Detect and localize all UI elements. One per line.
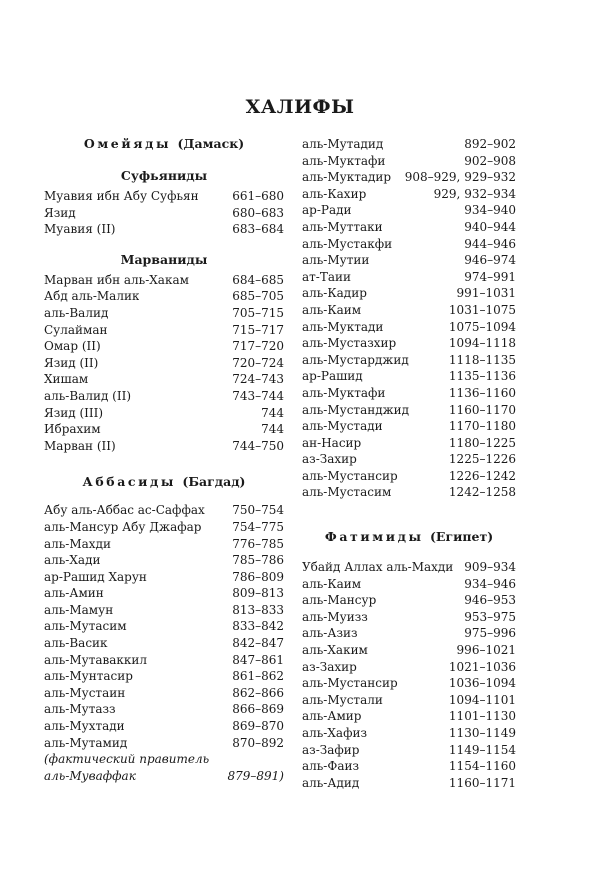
fatimids-list xyxy=(302,559,516,791)
ruler-row xyxy=(44,585,284,602)
sufyanids-heading: Суфьяниды xyxy=(120,168,208,183)
ruler-row xyxy=(302,236,516,253)
ruler-row xyxy=(44,618,284,635)
ruler-row xyxy=(44,768,284,785)
ruler-name: аль-Мухтади xyxy=(44,719,125,734)
ruler-row xyxy=(44,405,284,422)
ruler-years: 944–946 xyxy=(464,236,516,251)
ruler-years: 1225–1226 xyxy=(448,452,516,467)
ruler-name: аль-Мустаин xyxy=(44,685,126,700)
ruler-row xyxy=(44,552,284,569)
ruler-name: (фактический правитель xyxy=(44,752,210,767)
ruler-row xyxy=(44,388,284,405)
ruler-years: 974–991 xyxy=(464,269,516,284)
ruler-row xyxy=(302,468,516,485)
ruler-years: 1101–1130 xyxy=(448,709,516,724)
ruler-name: аль-Васик xyxy=(44,636,108,651)
ruler-name: аль-Мустади xyxy=(302,419,383,434)
ruler-row xyxy=(302,576,516,593)
ruler-name: аль-Адид xyxy=(302,775,360,790)
ruler-years: 953–975 xyxy=(464,609,516,624)
ruler-row xyxy=(44,221,284,238)
ruler-years: 1226–1242 xyxy=(448,468,516,483)
ruler-name: аль-Фаиз xyxy=(302,759,360,774)
abbasids-heading-name: Аббасиды xyxy=(82,474,177,490)
ruler-years: 862–866 xyxy=(232,685,284,700)
ruler-name: аль-Мунтасир xyxy=(44,669,133,684)
ruler-years: 940–944 xyxy=(464,219,516,234)
ruler-years: 902–908 xyxy=(464,153,516,168)
ruler-row xyxy=(302,559,516,576)
ruler-name: аль-Муктафи xyxy=(302,153,386,168)
ruler-years: 946–953 xyxy=(464,593,516,608)
ruler-row xyxy=(302,675,516,692)
ruler-row xyxy=(44,288,284,305)
ruler-years: 847–861 xyxy=(232,652,284,667)
ruler-years: 680–683 xyxy=(232,205,284,220)
ruler-years: 1170–1180 xyxy=(448,419,516,434)
ruler-name: аль-Амир xyxy=(302,709,362,724)
ruler-years: 776–785 xyxy=(232,536,284,551)
ruler-name: аль-Хади xyxy=(44,553,101,568)
ruler-row xyxy=(44,718,284,735)
ruler-row xyxy=(302,202,516,219)
ruler-row xyxy=(302,592,516,609)
fatimids-heading-place: (Египет) xyxy=(430,529,494,545)
ruler-name: аль-Мутамид xyxy=(44,735,128,750)
ruler-years: 744 xyxy=(261,422,284,437)
ruler-years: 1130–1149 xyxy=(448,726,516,740)
ruler-years: 934–946 xyxy=(464,576,516,591)
ruler-name: ан-Насир xyxy=(302,435,362,450)
ruler-name: аль-Валид xyxy=(44,305,109,320)
ruler-years: 683–684 xyxy=(232,222,284,237)
ruler-years: 750–754 xyxy=(232,503,284,518)
ruler-name: Убайд Аллах аль-Махди xyxy=(302,560,454,575)
ruler-years: 661–680 xyxy=(232,189,284,203)
ruler-years: 1160–1170 xyxy=(448,402,516,417)
ruler-name: аль-Мустансир xyxy=(302,676,398,691)
ruler-name: Абд аль-Малик xyxy=(44,289,140,304)
ruler-row xyxy=(44,272,284,289)
ruler-years: 786–809 xyxy=(232,569,284,584)
ruler-row xyxy=(44,751,284,768)
ruler-years: 892–902 xyxy=(464,137,516,151)
ruler-years: 866–869 xyxy=(232,702,284,717)
ruler-name: аль-Кадир xyxy=(302,286,367,301)
ruler-name: аль-Мутазз xyxy=(44,702,116,717)
ruler-name: аль-Хаким xyxy=(302,643,368,658)
fatimids-heading xyxy=(302,523,516,551)
ruler-row xyxy=(44,735,284,752)
ruler-name: Марван ибн аль-Хакам xyxy=(44,272,189,287)
ruler-years: 1094–1118 xyxy=(448,336,516,351)
ruler-name: аль-Азиз xyxy=(302,626,358,641)
ruler-name: ар-Ради xyxy=(302,203,352,218)
ruler-years: 934–940 xyxy=(464,203,516,218)
ruler-row xyxy=(302,302,516,319)
ruler-years: 1242–1258 xyxy=(448,485,516,500)
ruler-row xyxy=(302,335,516,352)
ruler-years: 1154–1160 xyxy=(448,759,516,774)
ruler-row xyxy=(44,438,284,455)
ruler-row xyxy=(44,569,284,586)
ruler-name: аль-Мустакфи xyxy=(302,236,393,251)
ruler-name: ар-Рашид xyxy=(302,369,363,384)
ruler-name: аль-Муктадир xyxy=(302,170,392,185)
umayyads-heading-place: (Дамаск) xyxy=(177,136,245,151)
ruler-row xyxy=(44,635,284,652)
ruler-name: ар-Рашид Харун xyxy=(44,569,147,584)
ruler-row xyxy=(44,701,284,718)
ruler-years: 929, 932–934 xyxy=(433,186,516,201)
ruler-years: 1180–1225 xyxy=(448,435,516,450)
ruler-row xyxy=(44,652,284,669)
ruler-row xyxy=(302,352,516,369)
ruler-row xyxy=(302,385,516,402)
ruler-row xyxy=(302,269,516,286)
ruler-years: 870–892 xyxy=(232,735,284,750)
ruler-name: Язид xyxy=(44,205,76,220)
ruler-name: аль-Мутасим xyxy=(44,619,127,634)
ruler-row xyxy=(302,642,516,659)
ruler-years: 861–862 xyxy=(232,669,284,684)
ruler-name: аль-Каим xyxy=(302,302,362,317)
ruler-name: ат-Таии xyxy=(302,269,352,284)
ruler-name: Язид (III) xyxy=(44,405,104,420)
ruler-row xyxy=(44,685,284,702)
ruler-years: 754–775 xyxy=(232,519,284,534)
ruler-years: 946–974 xyxy=(464,253,516,268)
ruler-years: 744 xyxy=(261,405,284,420)
ruler-name: Абу аль-Аббас ас-Саффах xyxy=(44,503,205,518)
ruler-name: аль-Мустанджид xyxy=(302,402,410,417)
ruler-name: аз-Зафир xyxy=(302,742,360,757)
ruler-row xyxy=(302,219,516,236)
ruler-name: аль-Махди xyxy=(44,536,111,551)
marwanids-list xyxy=(44,272,284,455)
ruler-name: аль-Мутаваккил xyxy=(44,652,148,667)
right-column xyxy=(302,130,516,791)
ruler-name: аль-Мустарджид xyxy=(302,352,409,367)
ruler-name: Ибрахим xyxy=(44,422,101,437)
ruler-name: аль-Мустали xyxy=(302,692,383,707)
ruler-row xyxy=(44,421,284,438)
ruler-row xyxy=(302,758,516,775)
abbasids-heading xyxy=(44,468,284,496)
ruler-years: 684–685 xyxy=(232,272,284,287)
ruler-name: аль-Муктафи xyxy=(302,385,386,400)
ruler-row xyxy=(44,668,284,685)
ruler-row xyxy=(302,285,516,302)
marwanids-heading: Марваниды xyxy=(120,251,208,267)
ruler-row xyxy=(302,451,516,468)
ruler-name: Омар (II) xyxy=(44,339,101,354)
ruler-years: 743–744 xyxy=(232,388,284,403)
ruler-row xyxy=(44,355,284,372)
ruler-row xyxy=(302,186,516,203)
ruler-years: 1118–1135 xyxy=(448,352,516,367)
umayyads-heading xyxy=(44,130,284,158)
abbasids-heading-place: (Багдад) xyxy=(182,474,246,490)
ruler-years: 833–842 xyxy=(232,619,284,634)
ruler-name: аль-Валид (II) xyxy=(44,388,132,403)
ruler-row xyxy=(302,659,516,676)
ruler-row xyxy=(44,371,284,388)
ruler-years: 869–870 xyxy=(232,719,284,734)
ruler-row xyxy=(44,502,284,519)
ruler-name: Хишам xyxy=(44,372,89,387)
ruler-row xyxy=(302,692,516,709)
ruler-years: 685–705 xyxy=(232,289,284,304)
ruler-row xyxy=(44,305,284,322)
ruler-row xyxy=(302,418,516,435)
ruler-name: аль-Мутии xyxy=(302,253,370,268)
ruler-years: 813–833 xyxy=(232,602,284,617)
ruler-row xyxy=(302,169,516,186)
ruler-name: аль-Мансур Абу Джафар xyxy=(44,519,202,534)
ruler-years: 842–847 xyxy=(232,636,284,651)
ruler-name: аль-Каим xyxy=(302,576,362,591)
ruler-row xyxy=(302,136,516,153)
ruler-row xyxy=(302,484,516,501)
ruler-years: 909–934 xyxy=(464,560,516,575)
ruler-years: 996–1021 xyxy=(456,643,516,658)
left-column xyxy=(44,130,284,784)
fatimids-heading-name: Фатимиды xyxy=(324,529,424,545)
ruler-name: Муавия (II) xyxy=(44,222,116,237)
ruler-row xyxy=(302,402,516,419)
ruler-name: аль-Муваффак xyxy=(44,768,136,783)
ruler-row xyxy=(302,742,516,759)
ruler-row xyxy=(302,435,516,452)
ruler-years: 785–786 xyxy=(232,553,284,568)
page-title: ХАЛИФЫ xyxy=(245,96,355,118)
ruler-name: Муавия ибн Абу Суфьян xyxy=(44,189,199,203)
ruler-years: 1135–1136 xyxy=(448,369,516,384)
abbasids-continued-list xyxy=(302,136,516,501)
ruler-name: аль-Кахир xyxy=(302,186,367,201)
ruler-row xyxy=(44,188,284,205)
ruler-years: 1031–1075 xyxy=(448,302,516,317)
ruler-years: 1094–1101 xyxy=(448,692,516,707)
sufyanids-list xyxy=(44,188,284,238)
ruler-years: 715–717 xyxy=(232,322,284,337)
ruler-row xyxy=(302,625,516,642)
ruler-years: 1136–1160 xyxy=(448,385,516,400)
ruler-name: Сулайман xyxy=(44,322,108,337)
ruler-name: аль-Муизз xyxy=(302,609,368,624)
ruler-row xyxy=(302,725,516,742)
ruler-years: 879–891) xyxy=(227,768,284,783)
ruler-name: аль-Мустансир xyxy=(302,468,398,483)
ruler-name: Марван (II) xyxy=(44,438,116,453)
ruler-name: аль-Мустазхир xyxy=(302,336,397,351)
ruler-name: аль-Мутадид xyxy=(302,137,384,151)
ruler-years: 908–929, 929–932 xyxy=(404,170,516,185)
ruler-row xyxy=(44,205,284,222)
ruler-years: 975–996 xyxy=(464,626,516,641)
ruler-years: 705–715 xyxy=(232,305,284,320)
ruler-name: аль-Мансур xyxy=(302,593,377,608)
ruler-name: аз-Захир xyxy=(302,452,357,467)
ruler-years: 1021–1036 xyxy=(448,659,516,674)
ruler-years: 717–720 xyxy=(232,339,284,354)
ruler-years: 720–724 xyxy=(232,355,284,370)
ruler-row xyxy=(44,338,284,355)
ruler-row xyxy=(302,153,516,170)
ruler-row xyxy=(302,319,516,336)
ruler-row xyxy=(302,368,516,385)
ruler-years: 809–813 xyxy=(232,586,284,601)
ruler-years: 724–743 xyxy=(232,372,284,387)
ruler-name: аз-Захир xyxy=(302,659,357,674)
ruler-row xyxy=(44,519,284,536)
ruler-years: 744–750 xyxy=(232,438,284,453)
ruler-years: 1160–1171 xyxy=(448,775,516,790)
ruler-years: 991–1031 xyxy=(456,286,516,301)
ruler-row xyxy=(302,252,516,269)
ruler-years: 1075–1094 xyxy=(448,319,516,334)
ruler-name: аль-Муттаки xyxy=(302,219,383,234)
abbasids-list xyxy=(44,502,284,784)
ruler-years: 1149–1154 xyxy=(448,742,516,757)
ruler-row xyxy=(44,322,284,339)
ruler-years: 1036–1094 xyxy=(448,676,516,691)
ruler-name: аль-Муктади xyxy=(302,319,384,334)
ruler-row xyxy=(302,609,516,626)
ruler-name: аль-Амин xyxy=(44,586,104,601)
ruler-row xyxy=(302,708,516,725)
ruler-name: Язид (II) xyxy=(44,355,99,370)
ruler-row xyxy=(44,602,284,619)
umayyads-heading-name: Омейяды xyxy=(83,136,172,151)
ruler-name: аль-Мустасим xyxy=(302,485,392,500)
ruler-name: аль-Мамун xyxy=(44,602,114,617)
ruler-name: аль-Хафиз xyxy=(302,726,367,740)
ruler-row xyxy=(302,775,516,792)
ruler-row xyxy=(44,536,284,553)
